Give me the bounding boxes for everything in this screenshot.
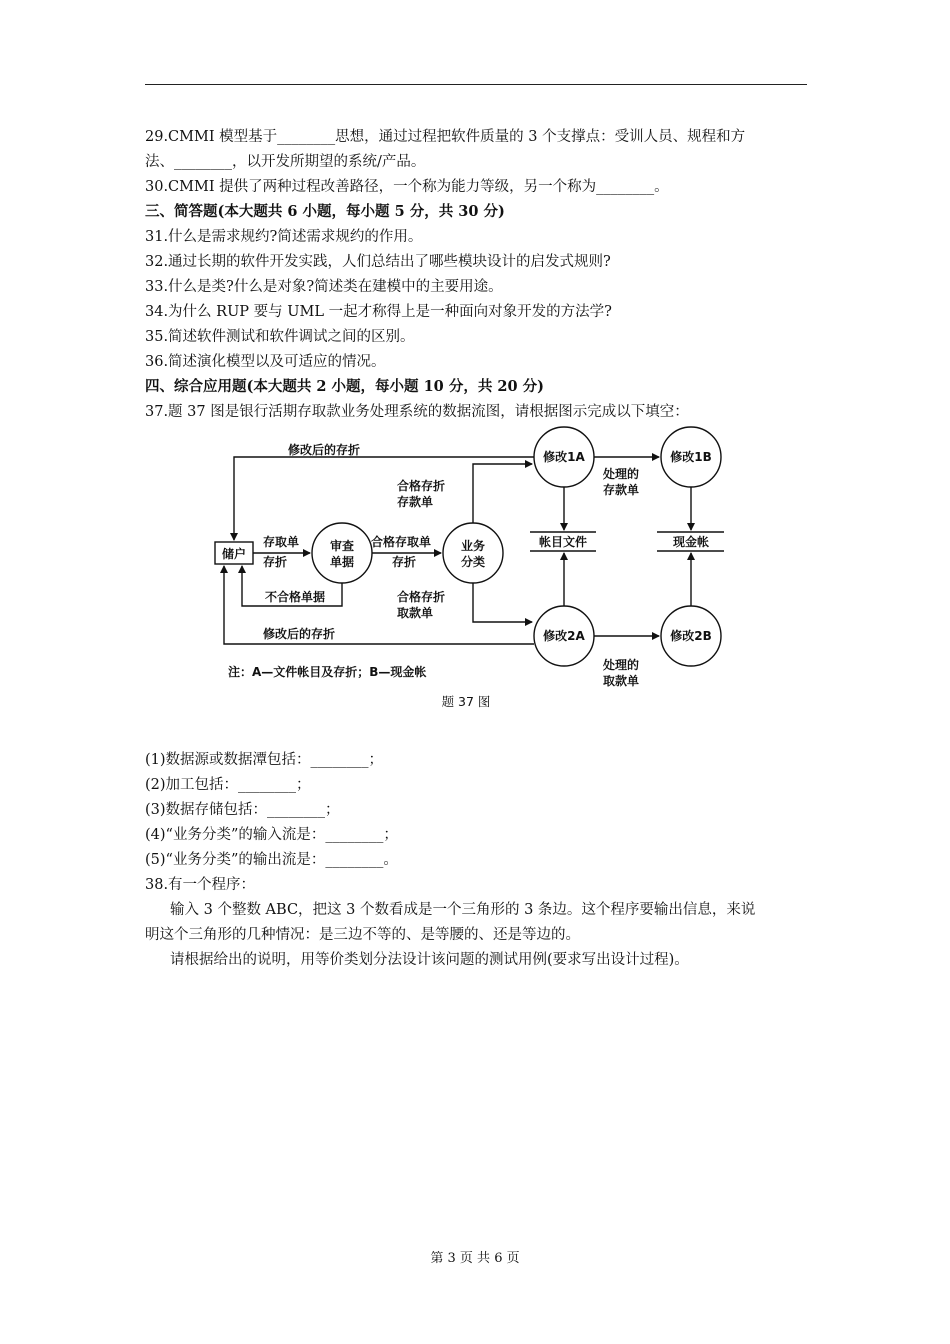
- flow-deposit-label-2: 存款单: [397, 495, 434, 509]
- data-flow-diagram: [200, 420, 760, 720]
- question-33: 33.什么是类?什么是对象?简述类在建模中的主要用途。: [145, 279, 503, 295]
- question-37: 37.题 37 图是银行活期存取款业务处理系统的数据流图，请根据图示完成以下填空：: [145, 404, 689, 420]
- flow-processed-deposit-label-1: 处理的: [603, 467, 640, 481]
- process-1a-label: 修改1A: [543, 450, 585, 464]
- question-32: 32.通过长期的软件开发实践，人们总结出了哪些模块设计的启发式规则?: [145, 254, 611, 270]
- flow-modified-bottom-label: 修改后的存折: [263, 627, 336, 641]
- store-cash-label: 现金帐: [672, 535, 710, 549]
- flow-deposit-label-1: 合格存折: [397, 479, 446, 493]
- question-31: 31.什么是需求规约?简述需求规约的作用。: [145, 229, 423, 245]
- question-30: 30.CMMI 提供了两种过程改善路径，一个称为能力等级，另一个称为________。: [145, 179, 669, 195]
- question-29-line-1: 29.CMMI 模型基于________思想，通过过程把软件质量的 3 个支撑点：受训人员、规程和方: [145, 129, 746, 145]
- process-classify-label-2: 分类: [460, 555, 486, 569]
- question-38-para-2: 请根据给出的说明，用等价类划分法设计该问题的测试用例(要求写出设计过程)。: [170, 952, 689, 968]
- question-29-line-2: 法、________，以开发所期望的系统/产品。: [145, 154, 426, 170]
- process-2a-label: 修改2A: [543, 629, 585, 643]
- question-37-item-1: (1)数据源或数据潭包括：________；: [145, 752, 384, 768]
- diagram-caption: 题 37 图: [441, 694, 491, 709]
- store-account-label: 帐目文件: [538, 535, 588, 549]
- section-4-heading: 四、综合应用题(本大题共 2 小题，每小题 10 分，共 20 分): [145, 378, 544, 395]
- question-37-item-2: (2)加工包括：________；: [145, 777, 311, 793]
- process-classify-label-1: 业务: [460, 539, 486, 553]
- question-36: 36.简述演化模型以及可适应的情况。: [145, 354, 386, 370]
- question-38: 38.有一个程序：: [145, 877, 256, 893]
- flow-qualified-form-label: 合格存取单: [371, 535, 432, 549]
- page-footer: 第 3 页 共 6 页: [430, 1251, 520, 1266]
- flow-withdraw-label-2: 取款单: [397, 606, 434, 620]
- process-review-label-2: 单据: [329, 555, 355, 569]
- flow-withdraw-label-1: 合格存折: [397, 590, 446, 604]
- flow-processed-deposit-label-2: 存款单: [603, 483, 640, 497]
- source-label: 储户: [221, 547, 247, 561]
- process-classify-circle: [443, 523, 503, 583]
- flow-processed-withdraw-label-1: 处理的: [603, 658, 640, 672]
- question-37-item-5: (5)“业务分类”的输出流是：________。: [145, 852, 398, 868]
- question-37-item-4: (4)“业务分类”的输入流是：________；: [145, 827, 398, 843]
- section-3-heading: 三、简答题(本大题共 6 小题，每小题 5 分，共 30 分): [145, 203, 505, 220]
- question-38-para-1-line-1: 输入 3 个整数 ABC，把这 3 个数看成是一个三角形的 3 条边。这个程序要输出信息，来说: [170, 902, 756, 918]
- question-34: 34.为什么 RUP 要与 UML 一起才称得上是一种面向对象开发的方法学?: [145, 304, 612, 320]
- flow-passbook-label: 存折: [263, 555, 288, 569]
- process-review-label-1: 审查: [329, 539, 355, 553]
- process-review-circle: [312, 523, 372, 583]
- flow-qualified-passbook-label: 存折: [392, 555, 417, 569]
- question-38-para-1-line-2: 明这个三角形的几种情况：是三边不等的、是等腰的、还是等边的。: [145, 927, 580, 943]
- process-1b-label: 修改1B: [670, 450, 712, 464]
- question-35: 35.简述软件测试和软件调试之间的区别。: [145, 329, 415, 345]
- header-rule: [145, 84, 807, 85]
- flow-unqualified-label: 不合格单据: [265, 590, 326, 604]
- flow-modified-top-label: 修改后的存折: [288, 443, 361, 457]
- flow-form-label: 存取单: [263, 535, 300, 549]
- diagram-note: 注：A—文件帐目及存折；B—现金帐: [228, 665, 427, 679]
- question-37-item-3: (3)数据存储包括：________；: [145, 802, 340, 818]
- flow-processed-withdraw-label-2: 取款单: [603, 674, 640, 688]
- process-2b-label: 修改2B: [670, 629, 712, 643]
